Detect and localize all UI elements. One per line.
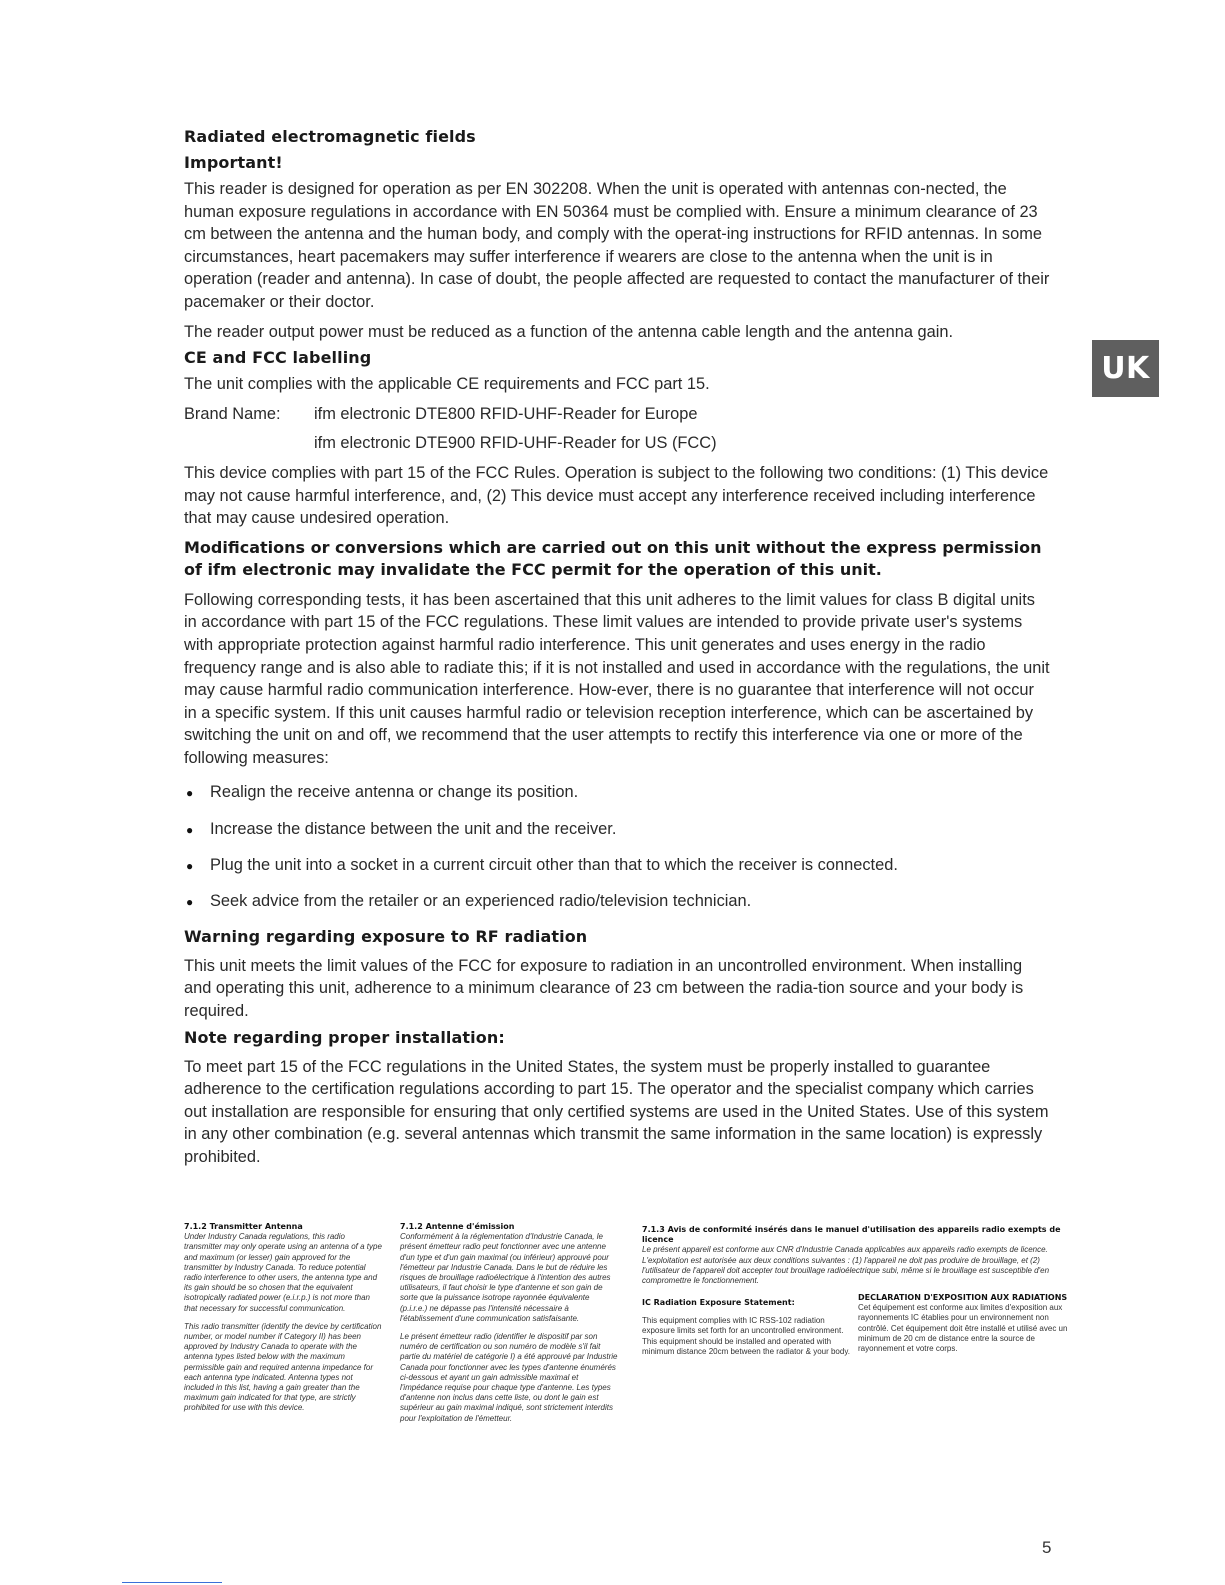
footnote-text: Cet équipement est conforme aux limites d'exposition aux rayonnements IC établies pour un environnement non contrôlé. Cet équipement doit être installé et utilisé avec un minimum de 20 cm de distance entre la source de rayonnement et votre corps.: [858, 1303, 1068, 1354]
bullet-icon: ●: [186, 786, 194, 801]
footnote-declaration: [858, 1293, 1068, 1354]
page-number: 5: [1042, 1538, 1052, 1557]
language-tab-uk: UK: [1092, 340, 1159, 397]
paragraph-warning: This unit meets the limit values of the FCC for exposure to radiation in an uncontrolled environment. When installing and operating this unit, adherence to a minimum clearance of 23 cm between the radia-tion source and your body is required.: [184, 956, 1024, 1021]
bullet-icon: ●: [186, 822, 194, 837]
footnote-text: Le présent émetteur radio (identifier le dispositif par son numéro de certification ou son numéro de modèle s'il fait partie du matériel de catégorie I) a été approuvé par Industrie Canada pour fonctionner avec les types d'antenne énumérés ci-dessous et ayant un gain admissible maximal et l'impédance requise pour chaque type d'antenne. Les types d'antenne non inclus dans cette liste, ou dont le gain est supérieur au gain maximal indiqué, sont strictement interdits pour l'exploitation de l'émetteur.: [400, 1332, 618, 1423]
list-item: ● Plug the unit into a socket in a current circuit other than that to which the receiver is connected.: [184, 854, 1050, 878]
paragraph-part15: This device complies with part 15 of the FCC Rules. Operation is subject to the following two conditions: (1) This device may not cause harmful interference, and, (2) This device must accept any interference received including interference that may cause undesired operation.: [184, 463, 1049, 528]
paragraph-modifications: Modifications or conversions which are carried out on this unit without the express permission of ifm electronic may invalidate the FCC permit for the operation of this unit.: [184, 537, 1042, 580]
paragraph-following-tests: Following corresponding tests, it has been ascertained that this unit adheres to the limit values for class B digital units in accordance with part 15 of the FCC regulations. These limit values are intended to provide private user's systems with appropriate protection against harmful radio interference. This unit generates and uses energy in the radio frequency range and is also able to radiate this; if it is not installed and used in accordance with the regulations, the unit may cause harmful radio communication interference. How-ever, there is no guarantee that interference will not occur in a specific system. If this unit causes harmful radio or television reception interference, which can be ascertained by switching the unit on and off, we recommend that the user attempts to rectify this interference via one or more of the following measures:: [184, 590, 1050, 767]
heading-radiated-fields: Radiated electromagnetic fields: [184, 127, 476, 146]
brand-us: ifm electronic DTE900 RFID-UHF-Reader for US (FCC): [314, 434, 717, 453]
measures-list: [184, 781, 1050, 913]
bullet-icon: ●: [186, 894, 194, 909]
paragraph-note: To meet part 15 of the FCC regulations in the United States, the system must be properly installed to guarantee adherence to the certification regulations according to part 15. The operator and the specialist company which carries out installation are responsible for ensuring that only certified systems are used in the United States. Use of this system in any other combination (e.g. several antennas which transmit the same information in the same location) is expressly prohibited.: [184, 1057, 1049, 1166]
paragraph-ce: The unit complies with the applicable CE requirements and FCC part 15.: [184, 375, 710, 394]
footnote-title: 7.1.2 Antenne d'émission: [400, 1222, 515, 1231]
bullet-icon: ●: [186, 858, 194, 873]
footnote-text: This radio transmitter (identify the device by certification number, or model number if Category II) has been approved by Industry Canada to operate with the antenna types listed below with the maximum permissible gain and required antenna impedance for each antenna type indicated. Antenna types not included in this list, having a gain greater than the maximum gain indicated for that type, are strictly prohibited for use with this device.: [184, 1321, 382, 1413]
brand-europe: ifm electronic DTE800 RFID-UHF-Reader for Europe: [314, 404, 698, 423]
heading-warning-rf: Warning regarding exposure to RF radiation: [184, 926, 588, 946]
list-item: ● Seek advice from the retailer or an experienced radio/television technician.: [184, 890, 1050, 914]
footnote-col-3: [642, 1225, 1062, 1286]
brand-row-2: [184, 432, 1050, 455]
footnote-title: 7.1.2 Transmitter Antenna: [184, 1222, 303, 1231]
footnote-text: Under Industry Canada regulations, this radio transmitter may only operate using an antenna of a type and maximum (or lesser) gain approved for the transmitter by Industry Canada. To reduce potential radio interference to other users, the antenna type and its gain should be so chosen that the equivalent isotropically radiated power (e.i.r.p.) is not more than that necessary for successful communication.: [184, 1232, 382, 1313]
footnote-text: Le présent appareil est conforme aux CNR d'Industrie Canada applicables aux appareils radio exempts de licence. L'exploitation est autorisée aux deux conditions suivantes : (1) l'appareil ne doit pas produire de brouillage, et (2) l'utilisateur de l'appareil doit accepter tout brouillage radioélectrique subi, même si le brouillage est susceptible d'en compromettre le fonctionnement.: [642, 1245, 1050, 1286]
footnote-ic-statement: [642, 1298, 852, 1357]
footnote-title: DECLARATION D'EXPOSITION AUX RADIATIONS: [858, 1293, 1068, 1302]
brand-label: Brand Name:: [184, 404, 281, 423]
heading-important: Important!: [184, 153, 283, 172]
list-item: ● Increase the distance between the unit and the receiver.: [184, 818, 1050, 842]
heading-note-installation: Note regarding proper installation:: [184, 1027, 505, 1047]
footnote-text: Conformément à la réglementation d'Industrie Canada, le présent émetteur radio peut fonctionner avec une antenne d'un type et d'un gain maximal (ou inférieur) approuvé pour l'émetteur par Industrie Canada. Dans le but de réduire les risques de brouillage radioélectrique à l'intention des autres utilisateurs, il faut choisir le type d'antenne et son gain de sorte que la puissance isotrope rayonnée équivalente (p.i.r.e.) ne dépasse pas l'intensité nécessaire à l'établissement d'une communication satisfaisante.: [400, 1232, 611, 1323]
footnote-title: IC Radiation Exposure Statement:: [642, 1298, 795, 1307]
paragraph-important: This reader is designed for operation as per EN 302208. When the unit is operated with antennas con-nected, the human exposure regulations in accordance with EN 50364 must be complied with. Ensure a minimum clearance of 23 cm between the antenna and the human body, and comply with the operat-ing instructions for RFID antennas. In some circumstances, heart pacemakers may suffer interference if wearers are close to the antenna when the unit is in operation (reader and antenna). In case of doubt, the people affected are requested to contact the manufacturer of their pacemaker or their doctor.: [184, 180, 1050, 311]
heading-ce-fcc: CE and FCC labelling: [184, 348, 372, 368]
footnote-title: 7.1.3 Avis de conformité insérés dans le manuel d'utilisation des appareils radio exempts de licence: [642, 1225, 1061, 1245]
footnote-col-1: [184, 1222, 384, 1414]
list-item: ● Realign the receive antenna or change its position.: [184, 781, 1050, 805]
main-content: [184, 126, 1050, 1169]
brand-row-1: [184, 403, 1050, 426]
paragraph-output-power: The reader output power must be reduced as a function of the antenna cable length and the antenna gain.: [184, 322, 954, 341]
footnote-col-2: [400, 1222, 618, 1424]
footnote-text: This equipment complies with IC RSS-102 radiation exposure limits set forth for an uncontrolled environment. This equipment should be installed and operated with minimum distance 20cm between the radiator & your body.: [642, 1316, 850, 1356]
bottom-divider: [122, 1582, 222, 1583]
